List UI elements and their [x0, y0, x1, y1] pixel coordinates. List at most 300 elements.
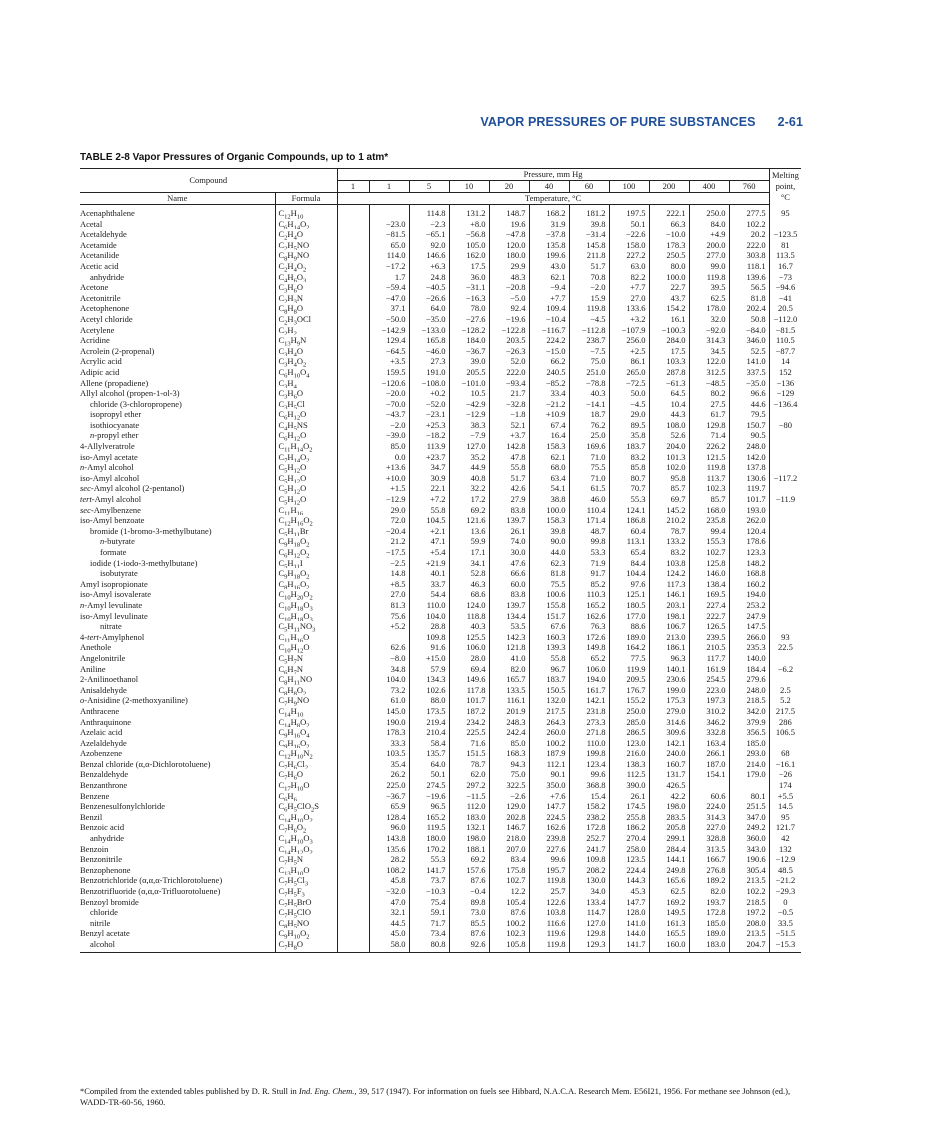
temperature-cell: 51.7: [569, 261, 609, 272]
melting-point-cell: [769, 462, 801, 473]
temperature-cell: 55.8: [489, 462, 529, 473]
temperature-cell: 124.0: [449, 600, 489, 611]
temperature-cell: 159.5: [369, 367, 409, 378]
temperature-cell: 120.0: [489, 240, 529, 251]
table-row: [80, 685, 801, 696]
compound-formula: $C_{13}H_9N$: [275, 335, 337, 346]
compound-name: Benzotrifluoride (α,α,α-Trifluorotoluene): [80, 886, 221, 896]
temperature-cell: 56.5: [729, 282, 769, 293]
temperature-cell: 135.6: [369, 844, 409, 855]
temperature-cell: 148.2: [729, 558, 769, 569]
compound-name: isothiocyanate: [90, 419, 140, 430]
temperature-cell: 240.0: [649, 748, 689, 759]
temperature-cell: 165.2: [409, 812, 449, 823]
temperature-cell: 134.3: [409, 674, 449, 685]
pressure-col: 5: [409, 181, 449, 193]
temperature-cell: 207.0: [489, 844, 529, 855]
temperature-cell: +7.6: [529, 791, 569, 802]
temperature-cell: −108.0: [409, 378, 449, 389]
table-row: [80, 356, 801, 367]
temperature-cell: [337, 780, 369, 791]
temperature-cell: 99.6: [569, 769, 609, 780]
temperature-cell: 69.2: [449, 505, 489, 516]
temperature-cell: 140.1: [649, 664, 689, 675]
temperature-cell: [337, 907, 369, 918]
temperature-cell: 44.9: [449, 462, 489, 473]
temperature-cell: [337, 356, 369, 367]
temperature-cell: 55.3: [409, 854, 449, 865]
compound-formula: $C_6H_{10}O_4$: [275, 367, 337, 378]
temperature-cell: 102.7: [689, 547, 729, 558]
temperature-cell: 379.9: [729, 717, 769, 728]
temperature-cell: 249.8: [649, 865, 689, 876]
temperature-cell: [337, 462, 369, 473]
temperature-cell: 146.0: [689, 568, 729, 579]
temperature-cell: 160.7: [649, 759, 689, 770]
temperature-cell: 119.6: [529, 928, 569, 939]
melting-point-cell: [769, 579, 801, 590]
temperature-cell: 139.7: [489, 515, 529, 526]
temperature-cell: 79.5: [729, 409, 769, 420]
temperature-cell: 202.8: [489, 812, 529, 823]
temperature-cell: 149.6: [449, 674, 489, 685]
temperature-cell: 310.2: [689, 706, 729, 717]
melting-point-cell: [769, 515, 801, 526]
temperature-cell: 208.2: [569, 865, 609, 876]
temperature-cell: 187.9: [529, 748, 569, 759]
compound-formula: $C_5H_{12}O$: [275, 483, 337, 494]
temperature-cell: 108.0: [649, 420, 689, 431]
temperature-cell: 133.5: [489, 685, 529, 696]
temperature-cell: 18.7: [569, 409, 609, 420]
temperature-cell: 297.2: [449, 780, 489, 791]
footnote-text: *Compiled from the extended tables published by D. R. Stull in: [80, 1086, 299, 1096]
temperature-cell: 39.0: [449, 356, 489, 367]
temperature-cell: 15.4: [569, 791, 609, 802]
temperature-cell: 168.3: [489, 748, 529, 759]
temperature-cell: 137.8: [729, 462, 769, 473]
temperature-cell: −32.8: [489, 399, 529, 410]
temperature-cell: 66.6: [489, 568, 529, 579]
melting-point-cell: 42: [769, 833, 801, 844]
table-row: [80, 579, 801, 590]
temperature-cell: 172.6: [569, 632, 609, 643]
temperature-cell: 85.7: [649, 483, 689, 494]
temperature-cell: 52.6: [649, 430, 689, 441]
temperature-cell: −47.0: [369, 293, 409, 304]
temperature-cell: 253.2: [729, 600, 769, 611]
temperature-cell: 187.0: [689, 759, 729, 770]
temperature-cell: 194.0: [569, 674, 609, 685]
temperature-cell: 69.4: [449, 664, 489, 675]
melting-point-cell: 0: [769, 897, 801, 908]
temperature-cell: −12.9: [369, 494, 409, 505]
temperature-cell: 209.5: [609, 674, 649, 685]
melting-point-cell: −94.6: [769, 282, 801, 293]
compound-name: n-Amyl levulinate: [80, 599, 143, 610]
temperature-cell: 178.3: [369, 727, 409, 738]
compound-formula: $C_{17}H_{10}O$: [275, 780, 337, 791]
compound-formula: $C_7H_6O_2$: [275, 822, 337, 833]
temperature-cell: −0.4: [449, 886, 489, 897]
compound-formula: $C_2H_5NO$: [275, 240, 337, 251]
temperature-cell: 171.4: [569, 515, 609, 526]
temperature-cell: 27.9: [489, 494, 529, 505]
compound-formula: $C_{10}H_{18}O_3$: [275, 611, 337, 622]
temperature-cell: 195.7: [529, 865, 569, 876]
temperature-cell: 210.4: [409, 727, 449, 738]
temperature-cell: 337.5: [729, 367, 769, 378]
temperature-cell: 238.7: [569, 335, 609, 346]
temperature-cell: 165.6: [649, 875, 689, 886]
temperature-cell: 27.3: [409, 356, 449, 367]
compound-name: Anethole: [80, 642, 112, 653]
temperature-cell: 102.0: [649, 462, 689, 473]
pressure-header: Pressure, mm Hg: [337, 169, 769, 181]
temperature-cell: 287.8: [649, 367, 689, 378]
temperature-cell: 151.7: [529, 611, 569, 622]
temperature-cell: 189.0: [609, 632, 649, 643]
melting-point-cell: +5.5: [769, 791, 801, 802]
temperature-cell: 65.4: [609, 547, 649, 558]
temperature-cell: 62.1: [529, 272, 569, 283]
temperature-cell: 66.2: [529, 356, 569, 367]
temperature-cell: 62.0: [449, 769, 489, 780]
temperature-cell: 189.0: [689, 928, 729, 939]
temperature-cell: 160.2: [729, 579, 769, 590]
temperature-cell: −19.6: [489, 314, 529, 325]
compound-formula: $C_5H_{11}Br$: [275, 526, 337, 537]
temperature-cell: 17.5: [449, 261, 489, 272]
melting-point-cell: −87.7: [769, 346, 801, 357]
temperature-cell: 65.0: [369, 240, 409, 251]
temperature-cell: 116.1: [489, 695, 529, 706]
temperature-cell: 59.1: [409, 907, 449, 918]
temperature-cell: 190.0: [369, 717, 409, 728]
temperature-cell: +7.7: [529, 293, 569, 304]
temperature-cell: 158.3: [529, 441, 569, 452]
melting-point-cell: [769, 441, 801, 452]
compound-name: Acetanilide: [80, 250, 120, 261]
compound-name: Benzal chloride (α,α-Dichlorotoluene): [80, 758, 211, 769]
temperature-cell: +8.0: [449, 219, 489, 230]
temperature-cell: −4.5: [569, 314, 609, 325]
temperature-cell: −46.0: [409, 346, 449, 357]
compound-formula: $C_6H_{12}O$: [275, 430, 337, 441]
temperature-cell: 165.7: [489, 674, 529, 685]
temperature-cell: 158.0: [609, 240, 649, 251]
temperature-cell: −17.2: [369, 261, 409, 272]
temperature-cell: 224.2: [529, 335, 569, 346]
temperature-cell: 21.7: [489, 388, 529, 399]
temperature-cell: 58.4: [409, 738, 449, 749]
temperature-cell: 146.6: [409, 250, 449, 261]
melting-point-cell: 16.7: [769, 261, 801, 272]
table-row: [80, 717, 801, 728]
temperature-cell: 97.6: [609, 579, 649, 590]
table-row: [80, 494, 801, 505]
table-row: [80, 526, 801, 537]
compound-formula: $C_{14}H_8O_2$: [275, 717, 337, 728]
temperature-cell: +21.9: [409, 558, 449, 569]
melting-point-cell: 14: [769, 356, 801, 367]
table-row: [80, 229, 801, 240]
compound-formula: $C_5H_{12}O$: [275, 462, 337, 473]
compound-name: iso-Amyl isovalerate: [80, 589, 152, 600]
temperature-cell: 124.1: [609, 505, 649, 516]
temperature-cell: 225.5: [449, 727, 489, 738]
temperature-cell: 322.5: [489, 780, 529, 791]
temperature-cell: −122.8: [489, 325, 529, 336]
compound-formula: $C_{12}H_{10}$: [275, 205, 337, 219]
compound-name: Adipic acid: [80, 366, 120, 377]
temperature-cell: 180.5: [609, 600, 649, 611]
temperature-cell: 50.1: [409, 769, 449, 780]
temperature-cell: 157.6: [449, 865, 489, 876]
temperature-cell: 119.5: [409, 822, 449, 833]
melting-point-cell: −136.4: [769, 399, 801, 410]
compound-name: Acrolein (2-propenal): [80, 345, 155, 356]
temperature-cell: −78.8: [569, 378, 609, 389]
compound-name: Amyl isopropionate: [80, 578, 148, 589]
temperature-cell: 123.0: [609, 738, 649, 749]
compound-formula: $C_5H_{11}NO_3$: [275, 621, 337, 632]
temperature-cell: 168.8: [729, 568, 769, 579]
temperature-cell: 75.0: [569, 356, 609, 367]
temperature-cell: 66.3: [649, 219, 689, 230]
temperature-cell: +10.9: [529, 409, 569, 420]
temperature-cell: −85.2: [529, 378, 569, 389]
table-row: [80, 653, 801, 664]
temperature-header: Temperature, °C: [337, 193, 769, 205]
temperature-cell: 99.4: [689, 526, 729, 537]
pressure-col: 20: [489, 181, 529, 193]
temperature-cell: 222.0: [729, 240, 769, 251]
table-row: [80, 907, 801, 918]
temperature-cell: 121.5: [689, 452, 729, 463]
temperature-cell: 284.0: [649, 335, 689, 346]
temperature-cell: 68.6: [449, 589, 489, 600]
temperature-cell: 104.0: [409, 611, 449, 622]
temperature-cell: 149.8: [569, 642, 609, 653]
temperature-cell: 204.7: [729, 939, 769, 952]
table-row: [80, 367, 801, 378]
table-row: [80, 250, 801, 261]
compound-name: chloride: [90, 907, 118, 918]
temperature-cell: 71.0: [569, 473, 609, 484]
temperature-cell: 249.2: [729, 822, 769, 833]
temperature-cell: 28.2: [369, 854, 409, 865]
temperature-cell: 114.0: [369, 250, 409, 261]
temperature-cell: 80.8: [409, 939, 449, 952]
temperature-cell: [729, 780, 769, 791]
temperature-cell: 154.1: [689, 769, 729, 780]
temperature-cell: 191.0: [409, 367, 449, 378]
temperature-cell: [337, 219, 369, 230]
temperature-cell: 103.8: [529, 907, 569, 918]
temperature-cell: 142.1: [569, 695, 609, 706]
temperature-cell: 122.6: [529, 897, 569, 908]
temperature-cell: 183.0: [689, 939, 729, 952]
temperature-cell: 178.3: [649, 240, 689, 251]
temperature-cell: 126.5: [689, 621, 729, 632]
temperature-cell: −42.9: [449, 399, 489, 410]
temperature-cell: −7.5: [569, 346, 609, 357]
temperature-cell: 110.0: [409, 600, 449, 611]
temperature-cell: 92.6: [449, 939, 489, 952]
compound-formula: $C_8H_8O_2$: [275, 685, 337, 696]
temperature-cell: 250.0: [609, 706, 649, 717]
temperature-cell: −10.0: [649, 229, 689, 240]
temperature-cell: 132.1: [449, 822, 489, 833]
temperature-cell: 203.1: [649, 600, 689, 611]
compound-name: n-butyrate: [100, 536, 135, 547]
temperature-cell: 58.0: [369, 939, 409, 952]
compound-formula: $C_8H_{11}NO$: [275, 674, 337, 685]
temperature-cell: 110.0: [569, 738, 609, 749]
temperature-cell: 148.7: [489, 205, 529, 219]
compound-name: Acetonitrile: [80, 292, 121, 303]
temperature-cell: [337, 706, 369, 717]
table-row: [80, 205, 801, 219]
temperature-cell: 360.0: [729, 833, 769, 844]
temperature-cell: 83.8: [489, 589, 529, 600]
temperature-cell: [337, 738, 369, 749]
melting-point-cell: −73: [769, 272, 801, 283]
temperature-cell: [337, 664, 369, 675]
temperature-cell: 35.2: [449, 452, 489, 463]
temperature-cell: −59.4: [369, 282, 409, 293]
temperature-cell: 197.5: [609, 205, 649, 219]
temperature-cell: 155.3: [689, 536, 729, 547]
temperature-cell: 82.2: [609, 272, 649, 283]
temperature-cell: 251.5: [729, 801, 769, 812]
compound-name: Benzonitrile: [80, 854, 123, 865]
temperature-cell: 85.0: [489, 738, 529, 749]
temperature-cell: 83.2: [609, 452, 649, 463]
temperature-cell: 33.3: [369, 738, 409, 749]
temperature-cell: 53.5: [489, 621, 529, 632]
compound-name: Benzil: [80, 811, 103, 822]
compound-name: isobutyrate: [100, 568, 138, 579]
table-row: [80, 473, 801, 484]
compound-name: 4-Allylveratrole: [80, 441, 135, 452]
temperature-cell: 81.8: [729, 293, 769, 304]
footnote: [80, 1086, 805, 1108]
temperature-cell: 99.0: [689, 261, 729, 272]
temperature-cell: 85.5: [449, 918, 489, 929]
temperature-cell: 239.8: [529, 833, 569, 844]
temperature-cell: 85.0: [369, 441, 409, 452]
temperature-cell: 131.2: [449, 205, 489, 219]
temperature-cell: 222.0: [489, 367, 529, 378]
table-row: [80, 769, 801, 780]
name-header: Name: [80, 193, 275, 205]
temperature-cell: 138.4: [689, 579, 729, 590]
temperature-cell: 55.3: [609, 494, 649, 505]
temperature-cell: +1.5: [369, 483, 409, 494]
table-row: [80, 483, 801, 494]
compound-name: Benzoic acid: [80, 822, 125, 833]
temperature-cell: 127.0: [569, 918, 609, 929]
temperature-cell: 210.5: [689, 642, 729, 653]
melting-point-cell: [769, 621, 801, 632]
temperature-cell: 119.7: [729, 483, 769, 494]
temperature-cell: [337, 399, 369, 410]
melting-point-cell: −41: [769, 293, 801, 304]
compound-name: sec-Amylbenzene: [80, 504, 141, 515]
temperature-cell: 99.6: [529, 854, 569, 865]
temperature-cell: 309.6: [649, 727, 689, 738]
compound-formula: $C_5H_{12}O$: [275, 473, 337, 484]
compound-formula: $C_{12}H_{16}O_2$: [275, 515, 337, 526]
melting-point-cell: −29.3: [769, 886, 801, 897]
temperature-cell: 44.0: [529, 547, 569, 558]
temperature-cell: 312.5: [689, 367, 729, 378]
temperature-cell: [337, 727, 369, 738]
temperature-cell: −14.1: [569, 399, 609, 410]
temperature-cell: 30.0: [489, 547, 529, 558]
table-row: [80, 918, 801, 929]
temperature-cell: 100.2: [529, 738, 569, 749]
compound-name: Benzyl acetate: [80, 928, 130, 939]
temperature-cell: 273.3: [569, 717, 609, 728]
temperature-cell: 235.8: [689, 515, 729, 526]
table-row: [80, 303, 801, 314]
compound-name: Benzene: [80, 790, 110, 801]
table-row: [80, 822, 801, 833]
temperature-cell: 252.7: [569, 833, 609, 844]
temperature-cell: 16.1: [649, 314, 689, 325]
temperature-cell: 284.4: [649, 844, 689, 855]
temperature-cell: 188.1: [449, 844, 489, 855]
temperature-cell: 250.5: [649, 250, 689, 261]
compound-name: n-propyl ether: [90, 430, 139, 441]
temperature-cell: [337, 346, 369, 357]
temperature-cell: [337, 282, 369, 293]
temperature-cell: 70.8: [569, 272, 609, 283]
running-title: VAPOR PRESSURES OF PURE SUBSTANCES: [480, 115, 756, 129]
compound-formula: $C_6H_{12}O_2$: [275, 547, 337, 558]
melting-point-cell: 48.5: [769, 865, 801, 876]
temperature-cell: [337, 812, 369, 823]
temperature-cell: 147.7: [529, 801, 569, 812]
compound-formula: $C_7H_5F_3$: [275, 886, 337, 897]
temperature-cell: 26.1: [489, 526, 529, 537]
temperature-cell: 75.6: [369, 611, 409, 622]
melting-point-cell: [769, 547, 801, 558]
temperature-cell: 36.0: [449, 272, 489, 283]
table-row: [80, 642, 801, 653]
temperature-cell: 213.5: [729, 928, 769, 939]
temperature-cell: 219.4: [409, 717, 449, 728]
temperature-cell: 117.8: [449, 685, 489, 696]
temperature-cell: [337, 611, 369, 622]
compound-formula: $C_8H_9NO$: [275, 250, 337, 261]
temperature-cell: 208.0: [729, 918, 769, 929]
temperature-cell: 135.8: [529, 240, 569, 251]
temperature-cell: +15.0: [409, 653, 449, 664]
temperature-cell: 142.1: [649, 738, 689, 749]
temperature-cell: [337, 441, 369, 452]
temperature-cell: +3.2: [609, 314, 649, 325]
compound-name: tert-Amyl alcohol: [80, 494, 142, 505]
table-row: [80, 664, 801, 675]
compound-formula: $C_6H_6$: [275, 791, 337, 802]
temperature-cell: 266.0: [729, 632, 769, 643]
temperature-cell: 217.5: [529, 706, 569, 717]
temperature-cell: 139.7: [489, 600, 529, 611]
